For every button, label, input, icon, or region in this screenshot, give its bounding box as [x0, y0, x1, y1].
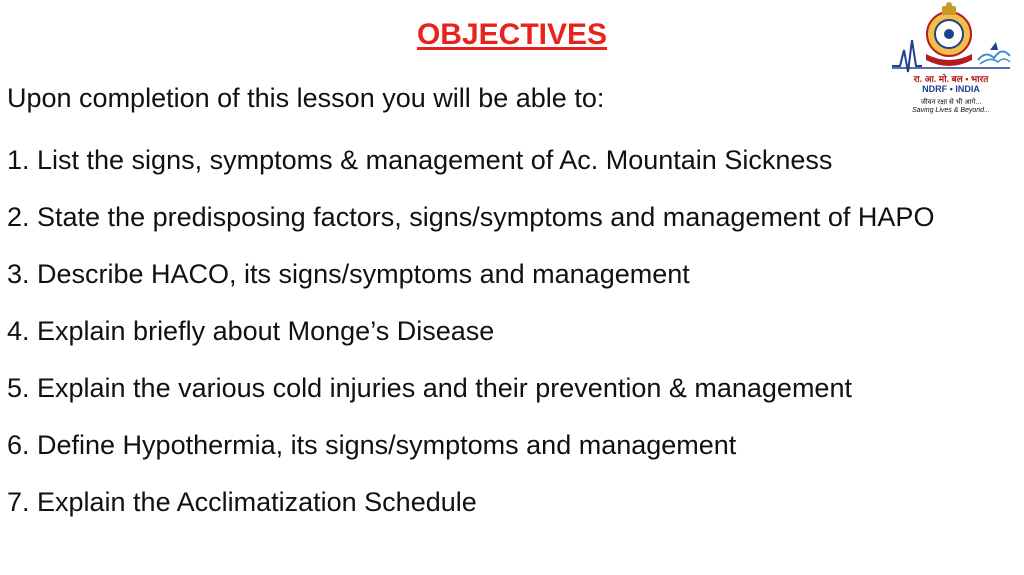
objective-number: 3. [7, 259, 30, 289]
objective-number: 7. [7, 487, 30, 517]
objective-text: Explain the Acclimatization Schedule [37, 487, 477, 517]
objective-item [7, 194, 1017, 240]
ndrf-logo [886, 2, 1016, 124]
objective-item [7, 251, 1017, 297]
objectives-list [7, 137, 1017, 536]
slide-title: OBJECTIVES [416, 18, 608, 51]
objective-number: 1. [7, 145, 30, 175]
objective-number: 5. [7, 373, 30, 403]
objective-item [7, 308, 1017, 354]
objective-text: State the predisposing factors, signs/symptoms and management of HAPO [37, 202, 935, 232]
logo-english-motto: Saving Lives & Beyond... [912, 107, 990, 114]
objective-text: Define Hypothermia, its signs/symptoms and management [37, 430, 737, 460]
objective-number: 2. [7, 202, 30, 232]
objective-text: List the signs, symptoms & management of Ac. Mountain Sickness [37, 145, 833, 175]
objective-item [7, 137, 1017, 183]
objective-text: Describe HACO, its signs/symptoms and management [37, 259, 690, 289]
intro-text: Upon completion of this lesson you will be able to: [7, 83, 605, 113]
logo-hindi-name: रा. आ. मो. बल • भारत [913, 74, 989, 84]
objective-number: 6. [7, 430, 30, 460]
objective-number: 4. [7, 316, 30, 346]
objective-item [7, 365, 1017, 411]
objective-item [7, 422, 1017, 468]
objective-item [7, 479, 1017, 525]
logo-hindi-motto: जीवन रक्षा से भी आगे... [920, 99, 982, 106]
objective-text: Explain briefly about Monge’s Disease [37, 316, 495, 346]
objective-text: Explain the various cold injuries and their prevention & management [37, 373, 852, 403]
logo-english-name: NDRF • INDIA [922, 84, 980, 94]
